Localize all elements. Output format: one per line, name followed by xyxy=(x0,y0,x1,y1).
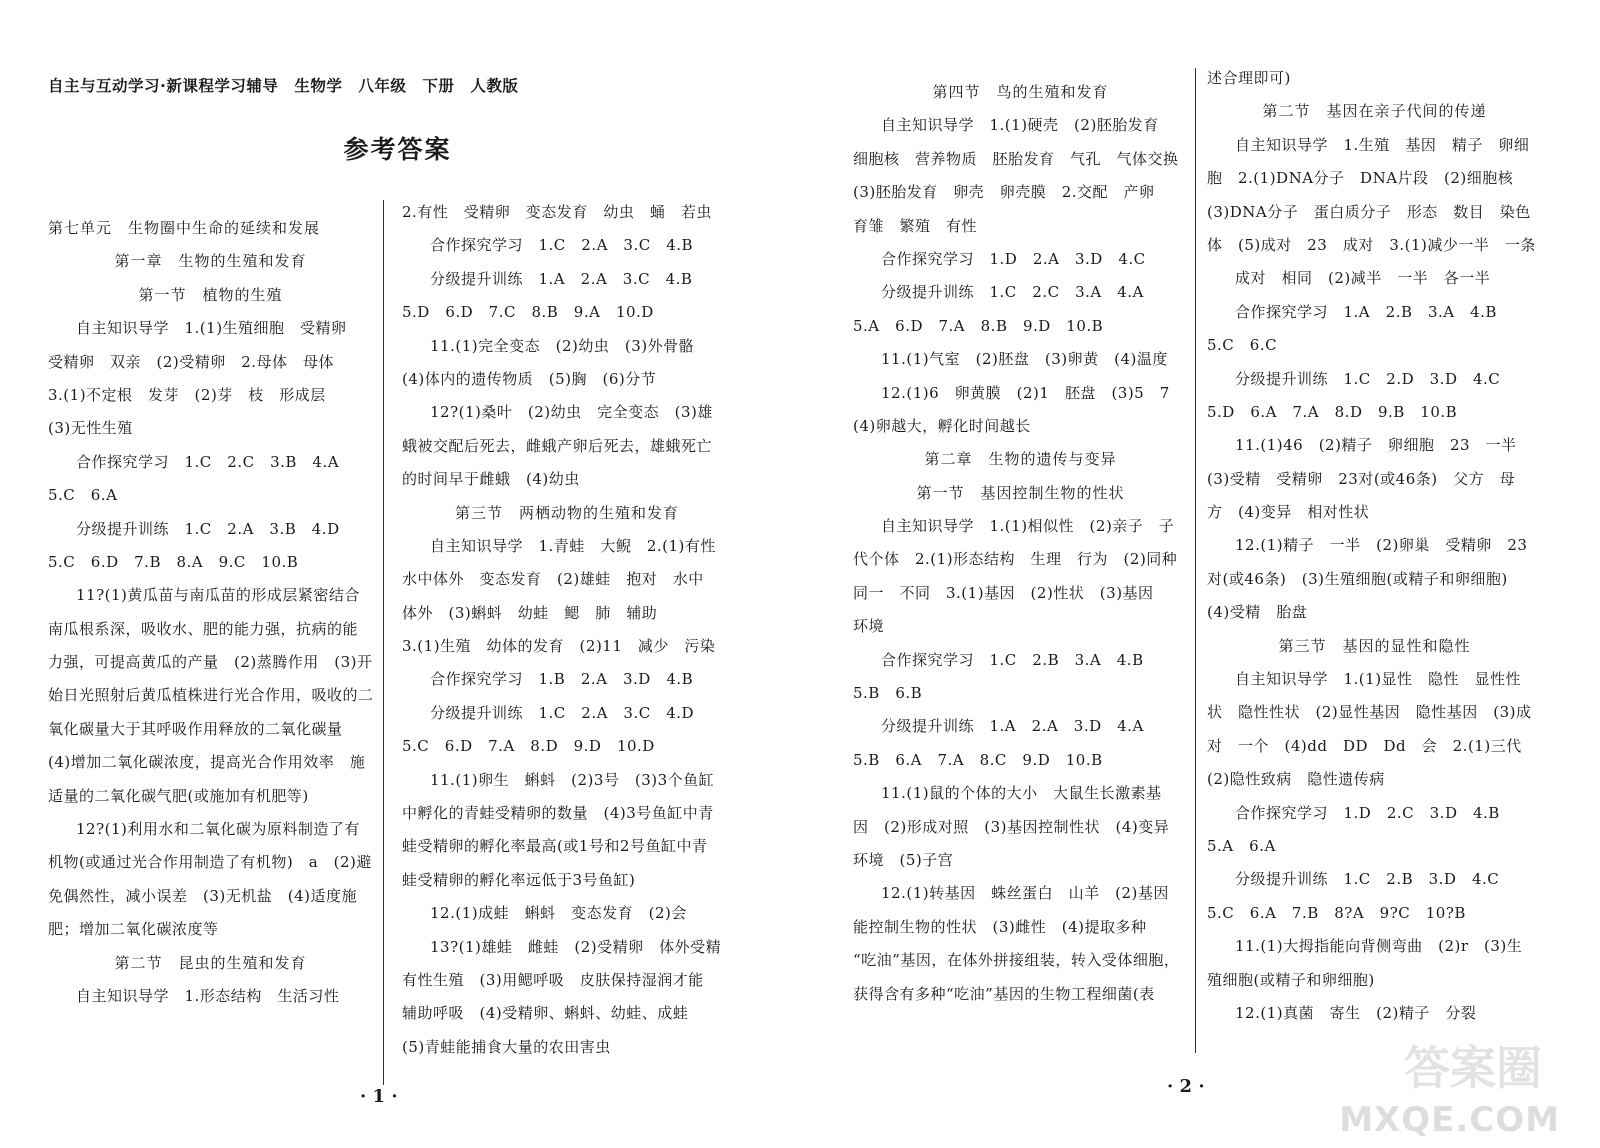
section-heading: 第三节 基因的显性和隐性 xyxy=(1278,636,1471,655)
answer-line: 5.B 6.B xyxy=(853,684,923,703)
answer-line: 5.A 6.A xyxy=(1207,836,1276,855)
column-divider xyxy=(383,200,384,1085)
right-page xyxy=(805,0,1600,1148)
section-heading: 第一节 植物的生殖 xyxy=(138,285,283,304)
page-number-2: · 2 · xyxy=(1167,1076,1205,1097)
answer-line: 免偶然性，减小误差 (3)无机盐 (4)适度施 xyxy=(48,886,357,905)
answer-line: 合作探究学习 1.D 2.A 3.D 4.C xyxy=(881,249,1146,268)
section-heading: 第四节 鸟的生殖和发育 xyxy=(932,83,1109,101)
answer-line: 5.C 6.D 7.B 8.A 9.C 10.B xyxy=(48,552,299,571)
answer-line: (2)隐性致病 隐性遗传病 xyxy=(1207,770,1385,789)
left-column-2 xyxy=(402,196,732,1064)
answer-line: (3)无性生殖 xyxy=(48,419,133,438)
page-number-1: · 1 · xyxy=(360,1086,398,1107)
answer-line: (4)卵越大，孵化时间越长 xyxy=(853,416,1031,435)
left-page xyxy=(0,0,795,1148)
answer-line: 环境 xyxy=(853,617,885,636)
answer-line: 分级提升训练 1.A 2.A 3.C 4.B xyxy=(430,269,693,288)
answer-line: 12.(1)转基因 蛛丝蛋白 山羊 (2)基因 xyxy=(881,884,1169,903)
answer-line: 合作探究学习 1.A 2.B 3.A 4.B xyxy=(1235,302,1497,321)
answer-line: 2.有性 受精卵 变态发育 幼虫 蛹 若虫 xyxy=(402,203,712,221)
answer-line: 11.(1)卵生 蝌蚪 (2)3号 (3)3个鱼缸 xyxy=(430,770,715,789)
answer-line: 5.D 6.D 7.C 8.B 9.A 10.D xyxy=(402,303,654,322)
answer-line: 氧化碳量大于其呼吸作用释放的二氧化碳量 xyxy=(48,719,343,738)
answer-line: 分级提升训练 1.C 2.D 3.D 4.C xyxy=(1235,369,1501,388)
answer-line: 体 (5)成对 23 成对 3.(1)减少一半 一条 xyxy=(1207,235,1536,254)
answer-line: (3)DNA分子 蛋白质分子 形态 数目 染色 xyxy=(1207,202,1531,221)
answer-line: 因 (2)形成对照 (3)基因控制性状 (4)变异 xyxy=(853,817,1170,836)
answer-line: 3.(1)生殖 幼体的发育 (2)11 减少 污染 xyxy=(402,637,716,656)
answer-line: 自主知识导学 1.(1)生殖细胞 受精卵 xyxy=(76,319,347,338)
section-heading: 第二章 生物的遗传与变异 xyxy=(924,450,1117,469)
answer-line: 自主知识导学 1.(1)硬壳 (2)胚胎发育 xyxy=(881,116,1159,135)
section-heading: 第一章 生物的生殖和发育 xyxy=(114,252,307,271)
answer-line: 12.(1)成蛙 蝌蚪 变态发育 (2)会 xyxy=(430,904,687,923)
answer-line: 蛾被交配后死去，雌蛾产卵后死去，雄蛾死亡 xyxy=(402,436,713,455)
answer-line: 中孵化的青蛙受精卵的数量 (4)3号鱼缸中青 xyxy=(402,804,714,823)
watermark-en: MXQE.COM xyxy=(1339,1100,1560,1140)
answer-line: 12?(1)桑叶 (2)幼虫 完全变态 (3)雄 xyxy=(430,403,713,422)
answer-line: 肥；增加二氧化碳浓度等 xyxy=(48,920,219,939)
answer-line: 适量的二氧化碳气肥(或施加有机肥等) xyxy=(48,786,309,805)
answer-line: 代个体 2.(1)形态结构 生理 行为 (2)同种 xyxy=(853,550,1178,569)
answer-line: 胞 2.(1)DNA分子 DNA片段 (2)细胞核 xyxy=(1207,169,1514,188)
answer-line: 合作探究学习 1.C 2.C 3.B 4.A xyxy=(76,452,340,471)
answer-line: 12.(1)真菌 寄生 (2)精子 分裂 xyxy=(1235,1003,1477,1022)
section-heading: 第三节 两栖动物的生殖和发育 xyxy=(454,503,679,522)
answer-line: (3)胚胎发育 卵壳 卵壳膜 2.交配 产卵 xyxy=(853,183,1155,202)
answer-line: “吃油”基因，在体外拼接组装，转入受体细胞， xyxy=(853,951,1180,970)
answer-line: (4)受精 胎盘 xyxy=(1207,603,1308,622)
answer-line: 5.C 6.A 7.B 8?A 9?C 10?B xyxy=(1207,903,1466,922)
answer-line: 水中体外 变态发育 (2)雄蛙 抱对 水中 xyxy=(402,570,704,589)
answer-line: 合作探究学习 1.C 2.B 3.A 4.B xyxy=(881,650,1144,669)
answer-line: 5.B 6.A 7.A 8.C 9.D 10.B xyxy=(853,750,1103,769)
answer-line: 述合理即可) xyxy=(1207,69,1291,87)
answer-line: 力强，可提高黄瓜的产量 (2)蒸腾作用 (3)开 xyxy=(48,653,373,672)
answer-line: 5.D 6.A 7.A 8.D 9.B 10.B xyxy=(1207,402,1458,421)
section-heading: 第七单元 生物圈中生命的延续和发展 xyxy=(48,219,321,237)
answer-line: 分级提升训练 1.C 2.C 3.A 4.A xyxy=(881,283,1144,302)
answer-line: 南瓜根系深，吸收水、肥的能力强，抗病的能 xyxy=(48,619,359,638)
answer-line: 5.C 6.A xyxy=(48,486,118,505)
answer-line: 11?(1)黄瓜苗与南瓜苗的形成层紧密结合 xyxy=(76,586,360,605)
answer-line: 合作探究学习 1.C 2.A 3.C 4.B xyxy=(430,236,694,255)
answer-line: 能控制生物的性状 (3)雌性 (4)提取多种 xyxy=(853,917,1147,936)
answer-line: 11.(1)鼠的个体的大小 大鼠生长激素基 xyxy=(881,784,1162,803)
answer-line: 获得含有多种“吃油”基因的生物工程细菌(表 xyxy=(853,984,1155,1003)
answer-line: 12?(1)利用水和二氧化碳为原料制造了有 xyxy=(76,820,360,839)
answer-line: 自主知识导学 1.生殖 基因 精子 卵细 xyxy=(1235,135,1530,154)
answer-line: 11.(1)46 (2)精子 卵细胞 23 一半 xyxy=(1235,436,1517,455)
answer-line: 对 一个 (4)dd DD Dd 会 2.(1)三代 xyxy=(1207,736,1522,755)
answer-line: 自主知识导学 1.青蛙 大鲵 2.(1)有性 xyxy=(430,536,716,555)
answer-line: 合作探究学习 1.B 2.A 3.D 4.B xyxy=(430,670,694,689)
answer-line: 蛙受精卵的孵化率远低于3号鱼缸) xyxy=(402,870,636,889)
answer-line: (4)体内的遗传物质 (5)胸 (6)分节 xyxy=(402,369,657,388)
answer-line: 成对 相同 (2)减半 一半 各一半 xyxy=(1235,269,1491,288)
answer-line: 5.C 6.C xyxy=(1207,336,1278,355)
left-column-1 xyxy=(48,212,373,1013)
answer-line: 12.(1)6 卵黄膜 (2)1 胚盘 (3)5 7 xyxy=(881,383,1170,402)
answer-line: 5.C 6.D 7.A 8.D 9.D 10.D xyxy=(402,737,655,756)
answer-line: 合作探究学习 1.D 2.C 3.D 4.B xyxy=(1235,803,1500,822)
watermark-cn: 答案圈 xyxy=(1404,1041,1542,1095)
answer-line: 蛙受精卵的孵化率最高(或1号和2号鱼缸中青 xyxy=(402,837,708,856)
answer-line: 育雏 繁殖 有性 xyxy=(853,216,978,235)
answer-line: 3.(1)不定根 发芽 (2)芽 枝 形成层 xyxy=(48,385,326,404)
answer-line: 5.A 6.D 7.A 8.B 9.D 10.B xyxy=(853,316,1104,335)
answer-line: 始日光照射后黄瓜植株进行光合作用，吸收的二 xyxy=(48,686,374,705)
answer-line: 状 隐性性状 (2)显性基因 隐性基因 (3)成 xyxy=(1207,703,1532,722)
answer-line: (4)增加二氧化碳浓度，提高光合作用效率 施 xyxy=(48,753,366,772)
answer-line: 自主知识导学 1.(1)显性 隐性 显性性 xyxy=(1235,670,1522,689)
answer-line: 殖细胞(或精子和卵细胞) xyxy=(1207,970,1375,989)
watermark-logo xyxy=(1339,1030,1560,1140)
book-header: 自主与互动学习·新课程学习辅导 生物学 八年级 下册 人教版 xyxy=(48,77,519,95)
answer-line: 有性生殖 (3)用鳃呼吸 皮肤保持湿润才能 xyxy=(402,970,704,989)
answer-line: 细胞核 营养物质 胚胎发育 气孔 气体交换 xyxy=(853,149,1179,168)
answer-line: 辅助呼吸 (4)受精卵、蝌蚪、幼蛙、成蛙 xyxy=(402,1004,689,1023)
answer-line: 11.(1)气室 (2)胚盘 (3)卵黄 (4)温度 xyxy=(881,350,1168,369)
answer-line: 11.(1)大拇指能向背侧弯曲 (2)r (3)生 xyxy=(1235,937,1523,956)
right-column-1 xyxy=(853,76,1188,1011)
section-heading: 第一节 基因控制生物的性状 xyxy=(916,483,1125,502)
answer-line: 机物(或通过光合作用制造了有机物) a (2)避 xyxy=(48,853,372,872)
answer-line: 同一 不同 3.(1)基因 (2)性状 (3)基因 xyxy=(853,583,1154,602)
answer-line: 分级提升训练 1.C 2.A 3.B 4.D xyxy=(76,519,340,538)
page-title: 参考答案 xyxy=(343,135,452,164)
answer-line: 的时间早于雌蛾 (4)幼虫 xyxy=(402,470,580,489)
answer-line: 自主知识导学 1.形态结构 生活习性 xyxy=(76,986,340,1005)
section-heading: 第二节 基因在亲子代间的传递 xyxy=(1262,102,1487,121)
right-column-2 xyxy=(1207,62,1542,1030)
answer-line: 受精卵 双亲 (2)受精卵 2.母体 母体 xyxy=(48,352,335,371)
answer-line: 分级提升训练 1.C 2.B 3.D 4.C xyxy=(1235,870,1500,889)
answer-line: 体外 (3)蝌蚪 幼蛙 鳃 肺 辅助 xyxy=(402,603,658,622)
answer-line: (3)受精 受精卵 23对(或46条) 父方 母 xyxy=(1207,469,1516,488)
column-divider xyxy=(1195,68,1196,1053)
answer-line: 自主知识导学 1.(1)相似性 (2)亲子 子 xyxy=(881,517,1175,536)
answer-line: 对(或46条) (3)生殖细胞(或精子和卵细胞) xyxy=(1207,569,1508,588)
answer-line: (5)青蛙能捕食大量的农田害虫 xyxy=(402,1037,611,1056)
answer-line: 13?(1)雄蛙 雌蛙 (2)受精卵 体外受精 xyxy=(430,937,722,956)
answer-line: 12.(1)精子 一半 (2)卵巢 受精卵 23 xyxy=(1235,536,1528,555)
section-heading: 第二节 昆虫的生殖和发育 xyxy=(114,953,307,972)
answer-line: 分级提升训练 1.C 2.A 3.C 4.D xyxy=(430,703,695,722)
answer-line: 分级提升训练 1.A 2.A 3.D 4.A xyxy=(881,717,1144,736)
answer-line: 环境 (5)子宫 xyxy=(853,850,954,869)
answer-line: 11.(1)完全变态 (2)幼虫 (3)外骨骼 xyxy=(430,336,695,355)
answer-line: 方 (4)变异 相对性状 xyxy=(1207,503,1370,522)
